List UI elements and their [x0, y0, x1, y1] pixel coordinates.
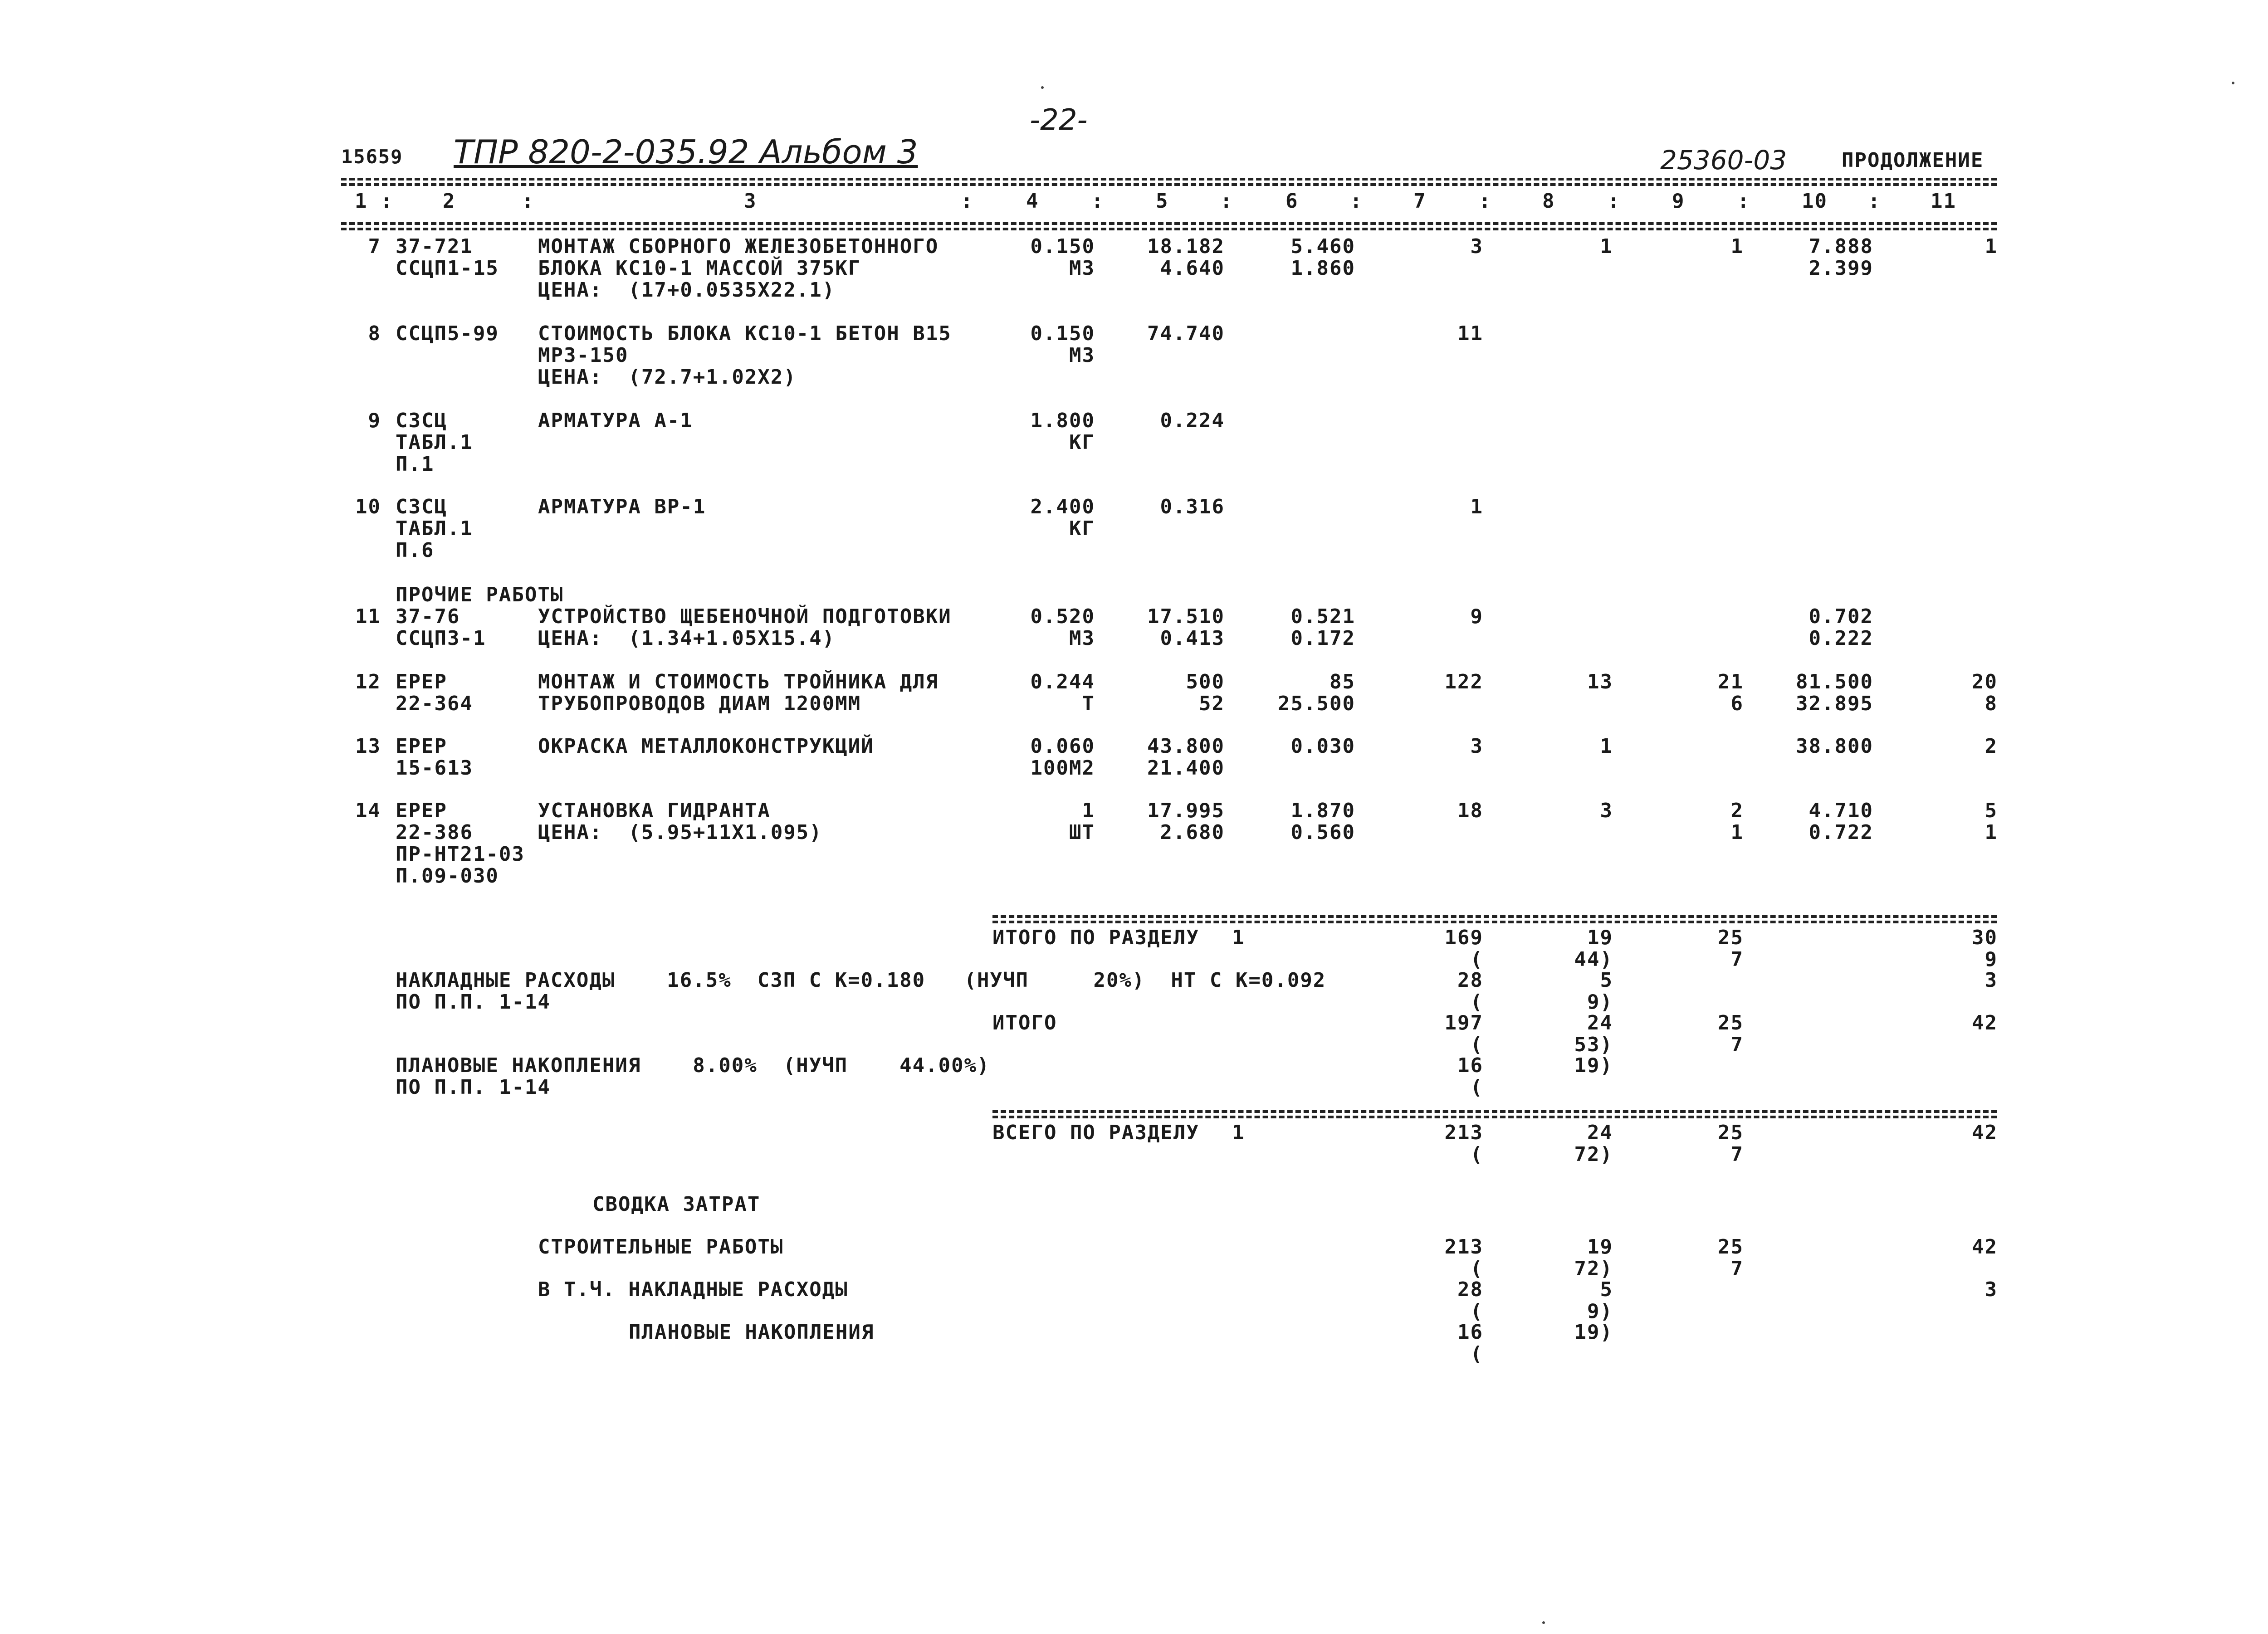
summary-c8: 5	[1600, 1278, 1613, 1301]
row-code: П.6	[396, 539, 435, 562]
row-description: ЦЕНА: (17+0.0535Х22.1)	[538, 278, 836, 302]
row-description: МОНТАЖ И СТОИМОСТЬ ТРОЙНИКА ДЛЯ	[538, 670, 939, 693]
cell-c10: 81.500	[1796, 670, 1873, 693]
cell-c7: 18	[1457, 799, 1483, 822]
cell-c10: 7.888	[1809, 235, 1873, 258]
row-code: П.09-030	[396, 864, 499, 888]
col-4: 4	[1026, 190, 1039, 213]
cell-c11: 5	[1984, 799, 1998, 822]
grand-total-divider	[992, 1116, 1997, 1118]
scan-speck	[1041, 86, 1044, 89]
col-sep: :	[1479, 190, 1492, 213]
total-c8: 24	[1587, 1011, 1613, 1034]
row-code: 37-76	[396, 605, 460, 628]
row-number: 9	[368, 409, 381, 432]
col-sep: :	[1737, 190, 1750, 213]
row-code: ЕРЕР	[396, 670, 447, 693]
col-6: 6	[1286, 190, 1299, 213]
summary-c11: 42	[1972, 1235, 1998, 1258]
row-code: ЕРЕР	[396, 799, 447, 822]
total-c11: 30	[1972, 926, 1998, 949]
row-code: ПР-НТ21-03	[396, 843, 525, 866]
summary-c7: (	[1470, 1342, 1483, 1366]
cell-qty: 0.244	[1030, 670, 1095, 693]
summary-overhead-label: В Т.Ч. НАКЛАДНЫЕ РАСХОДЫ	[538, 1278, 848, 1301]
inventory-number: 15659	[341, 146, 403, 168]
total-c11: 42	[1972, 1121, 1998, 1144]
summary-c7: (	[1470, 1300, 1483, 1323]
col-sep: :	[522, 190, 535, 213]
summary-c8: 9)	[1587, 1300, 1613, 1323]
cell-c6: 0.172	[1290, 627, 1355, 650]
row-description: АРМАТУРА А-1	[538, 409, 693, 432]
total-c9: 7	[1730, 948, 1744, 971]
cell-c9: 2	[1730, 799, 1744, 822]
col-9: 9	[1672, 190, 1685, 213]
total-c7: 28	[1457, 969, 1483, 992]
row-number: 7	[368, 235, 381, 258]
cell-c6: 5.460	[1290, 235, 1355, 258]
cell-c5: 21.400	[1147, 756, 1225, 780]
cell-c5: 2.680	[1160, 821, 1225, 844]
document-code: 25360-03	[1660, 145, 1787, 176]
row-description: БЛОКА КС10-1 МАССОЙ 375КГ	[538, 257, 861, 280]
cell-c7: 11	[1457, 322, 1483, 345]
col-5: 5	[1156, 190, 1169, 213]
total-c7: (	[1470, 990, 1483, 1014]
row-number: 10	[355, 495, 381, 518]
cell-c10: 0.702	[1809, 605, 1873, 628]
col-1: 1 :	[355, 190, 394, 213]
cell-c5: 52	[1199, 692, 1225, 715]
row-description: АРМАТУРА ВР-1	[538, 495, 706, 518]
cell-qty: 100М2	[1030, 756, 1095, 780]
cell-c6: 0.521	[1290, 605, 1355, 628]
col-2: 2	[443, 190, 456, 213]
row-description: ЦЕНА: (1.34+1.05Х15.4)	[538, 627, 836, 650]
continuation-label: ПРОДОЛЖЕНИЕ	[1842, 149, 1984, 172]
itogo-razdel-label: ИТОГО ПО РАЗДЕЛУ	[992, 926, 1199, 949]
cell-c5: 74.740	[1147, 322, 1225, 345]
total-c7: (	[1470, 1143, 1483, 1166]
total-c8: 5	[1600, 969, 1613, 992]
totals-divider	[992, 915, 1997, 918]
cell-c5: 0.224	[1160, 409, 1225, 432]
total-c8: 72)	[1574, 1143, 1613, 1166]
row-description: МОНТАЖ СБОРНОГО ЖЕЛЕЗОБЕТОННОГО	[538, 235, 939, 258]
cell-qty: М3	[1069, 257, 1095, 280]
summary-c7: 28	[1457, 1278, 1483, 1301]
cell-c5: 43.800	[1147, 735, 1225, 758]
summary-construction-label: СТРОИТЕЛЬНЫЕ РАБОТЫ	[538, 1235, 784, 1258]
cell-c10: 0.222	[1809, 627, 1873, 650]
row-number: 8	[368, 322, 381, 345]
total-c8: 44)	[1574, 948, 1613, 971]
summary-c11: 3	[1984, 1278, 1998, 1301]
col-7: 7	[1413, 190, 1427, 213]
row-description: ЦЕНА: (72.7+1.02Х2)	[538, 366, 797, 389]
total-c8: 9)	[1587, 990, 1613, 1014]
row-description: ТРУБОПРОВОДОВ ДИАМ 1200ММ	[538, 692, 861, 715]
total-c7: 169	[1444, 926, 1483, 949]
cell-c7: 122	[1444, 670, 1483, 693]
summary-c8: 19	[1587, 1235, 1613, 1258]
row-code: 15-613	[396, 756, 473, 780]
column-header-divider	[341, 222, 1997, 225]
column-header-divider	[341, 228, 1997, 230]
total-c7: (	[1470, 1076, 1483, 1099]
cell-c10: 38.800	[1796, 735, 1873, 758]
cell-c6: 1.860	[1290, 257, 1355, 280]
cell-c5: 0.413	[1160, 627, 1225, 650]
cell-c8: 13	[1587, 670, 1613, 693]
cell-c6: 0.030	[1290, 735, 1355, 758]
summary-title: СВОДКА ЗАТРАТ	[592, 1193, 761, 1216]
total-c11: 9	[1984, 948, 1998, 971]
cell-c5: 500	[1186, 670, 1225, 693]
header-divider	[341, 178, 1997, 180]
col-10: 10	[1802, 190, 1828, 213]
total-c11: 3	[1984, 969, 1998, 992]
row-code: ТАБЛ.1	[396, 517, 473, 540]
row-description: УСТРОЙСТВО ЩЕБЕНОЧНОЙ ПОДГОТОВКИ	[538, 605, 952, 628]
cell-qty: ШТ	[1069, 821, 1095, 844]
row-number: 11	[355, 605, 381, 628]
summary-profit-label: ПЛАНОВЫЕ НАКОПЛЕНИЯ	[629, 1321, 875, 1344]
row-description: МРЗ-150	[538, 344, 629, 367]
cell-c10: 32.895	[1796, 692, 1873, 715]
cell-c5: 4.640	[1160, 257, 1225, 280]
header-divider	[341, 183, 1997, 186]
cell-qty: 0.060	[1030, 735, 1095, 758]
cell-c10: 2.399	[1809, 257, 1873, 280]
scan-speck	[2232, 82, 2234, 84]
cell-c9: 1	[1730, 235, 1744, 258]
summary-c7: (	[1470, 1257, 1483, 1280]
project-title: ТПР 820-2-035.92 Альбом 3	[454, 133, 918, 171]
col-sep: :	[1091, 190, 1105, 213]
row-code: П.1	[396, 453, 435, 476]
row-description: СТОИМОСТЬ БЛОКА КС10-1 БЕТОН В15	[538, 322, 952, 345]
cell-qty: 0.150	[1030, 235, 1095, 258]
cell-c6: 1.870	[1290, 799, 1355, 822]
cell-c5: 17.510	[1147, 605, 1225, 628]
cell-c9: 6	[1730, 692, 1744, 715]
total-c7: (	[1470, 948, 1483, 971]
col-3: 3	[744, 190, 757, 213]
cell-c5: 18.182	[1147, 235, 1225, 258]
cell-qty: КГ	[1069, 431, 1095, 454]
itogo-razdel-number: 1	[1232, 926, 1245, 949]
cell-c7: 1	[1470, 495, 1483, 518]
vsego-number: 1	[1232, 1121, 1245, 1144]
total-c9: 7	[1730, 1033, 1744, 1056]
cell-c11: 20	[1972, 670, 1998, 693]
col-sep: :	[1350, 190, 1363, 213]
row-code: 22-386	[396, 821, 473, 844]
cell-c7: 3	[1470, 235, 1483, 258]
row-description: ОКРАСКА МЕТАЛЛОКОНСТРУКЦИЙ	[538, 735, 874, 758]
cell-qty: 0.520	[1030, 605, 1095, 628]
row-code: С3СЦ	[396, 495, 447, 518]
summary-c9: 7	[1730, 1257, 1744, 1280]
vsego-label: ВСЕГО ПО РАЗДЕЛУ	[992, 1121, 1199, 1144]
total-c7: 16	[1457, 1054, 1483, 1077]
total-c8: 19)	[1574, 1054, 1613, 1077]
summary-c7: 16	[1457, 1321, 1483, 1344]
col-sep: :	[1220, 190, 1233, 213]
cell-qty: М3	[1069, 627, 1095, 650]
cell-c11: 1	[1984, 235, 1998, 258]
cell-c6: 85	[1330, 670, 1355, 693]
summary-c9: 25	[1718, 1235, 1744, 1258]
col-11: 11	[1931, 190, 1956, 213]
cell-c10: 0.722	[1809, 821, 1873, 844]
section-heading: ПРОЧИЕ РАБОТЫ	[396, 583, 564, 606]
cell-c10: 4.710	[1809, 799, 1873, 822]
cell-qty: 2.400	[1030, 495, 1095, 518]
total-c9: 25	[1718, 1011, 1744, 1034]
row-code: С3СЦ	[396, 409, 447, 432]
total-c8: 53)	[1574, 1033, 1613, 1056]
cell-c11: 8	[1984, 692, 1998, 715]
cell-c8: 3	[1600, 799, 1613, 822]
row-description: ЦЕНА: (5.95+11Х1.095)	[538, 821, 822, 844]
row-code: 22-364	[396, 692, 473, 715]
cell-c7: 9	[1470, 605, 1483, 628]
scan-speck	[1542, 1621, 1545, 1624]
overhead-line2: ПО П.П. 1-14	[396, 990, 551, 1014]
row-number: 12	[355, 670, 381, 693]
cell-c9: 21	[1718, 670, 1744, 693]
row-code: ТАБЛ.1	[396, 431, 473, 454]
itogo-label: ИТОГО	[992, 1011, 1057, 1034]
row-code: 37-721	[396, 235, 473, 258]
total-c11: 42	[1972, 1011, 1998, 1034]
cell-c11: 2	[1984, 735, 1998, 758]
overhead-line1: НАКЛАДНЫЕ РАСХОДЫ 16.5% СЗП С К=0.180 (НУЧП 20%) НТ С К=0.092	[396, 969, 1326, 992]
total-c9: 25	[1718, 926, 1744, 949]
cell-c9: 1	[1730, 821, 1744, 844]
total-c9: 25	[1718, 1121, 1744, 1144]
cell-c5: 17.995	[1147, 799, 1225, 822]
row-number: 14	[355, 799, 381, 822]
totals-divider	[992, 921, 1997, 923]
cell-qty: 1	[1082, 799, 1095, 822]
cell-c6: 25.500	[1278, 692, 1355, 715]
summary-c8: 19)	[1574, 1321, 1613, 1344]
profit-line2: ПО П.П. 1-14	[396, 1076, 551, 1099]
profit-line1: ПЛАНОВЫЕ НАКОПЛЕНИЯ 8.00% (НУЧП 44.00%)	[396, 1054, 990, 1077]
cell-qty: М3	[1069, 344, 1095, 367]
row-number: 13	[355, 735, 381, 758]
page-number: -22-	[1030, 103, 1088, 137]
cell-qty: 0.150	[1030, 322, 1095, 345]
summary-c7: 213	[1444, 1235, 1483, 1258]
total-c9: 7	[1730, 1143, 1744, 1166]
row-description: УСТАНОВКА ГИДРАНТА	[538, 799, 771, 822]
total-c8: 19	[1587, 926, 1613, 949]
row-code: ССЦП3-1	[396, 627, 486, 650]
cell-qty: 1.800	[1030, 409, 1095, 432]
col-8: 8	[1542, 190, 1555, 213]
summary-c8: 72)	[1574, 1257, 1613, 1280]
cell-c6: 0.560	[1290, 821, 1355, 844]
row-code: ЕРЕР	[396, 735, 447, 758]
col-sep: :	[1608, 190, 1621, 213]
total-c7: 197	[1444, 1011, 1483, 1034]
col-sep: :	[1868, 190, 1881, 213]
total-c7: (	[1470, 1033, 1483, 1056]
row-code: ССЦП5-99	[396, 322, 499, 345]
cell-qty: КГ	[1069, 517, 1095, 540]
row-code: ССЦП1-15	[396, 257, 499, 280]
total-c7: 213	[1444, 1121, 1483, 1144]
cell-c7: 3	[1470, 735, 1483, 758]
total-c8: 24	[1587, 1121, 1613, 1144]
cell-c11: 1	[1984, 821, 1998, 844]
col-sep: :	[961, 190, 974, 213]
cell-qty: Т	[1082, 692, 1095, 715]
cell-c8: 1	[1600, 235, 1613, 258]
cell-c5: 0.316	[1160, 495, 1225, 518]
grand-total-divider	[992, 1110, 1997, 1113]
cell-c8: 1	[1600, 735, 1613, 758]
